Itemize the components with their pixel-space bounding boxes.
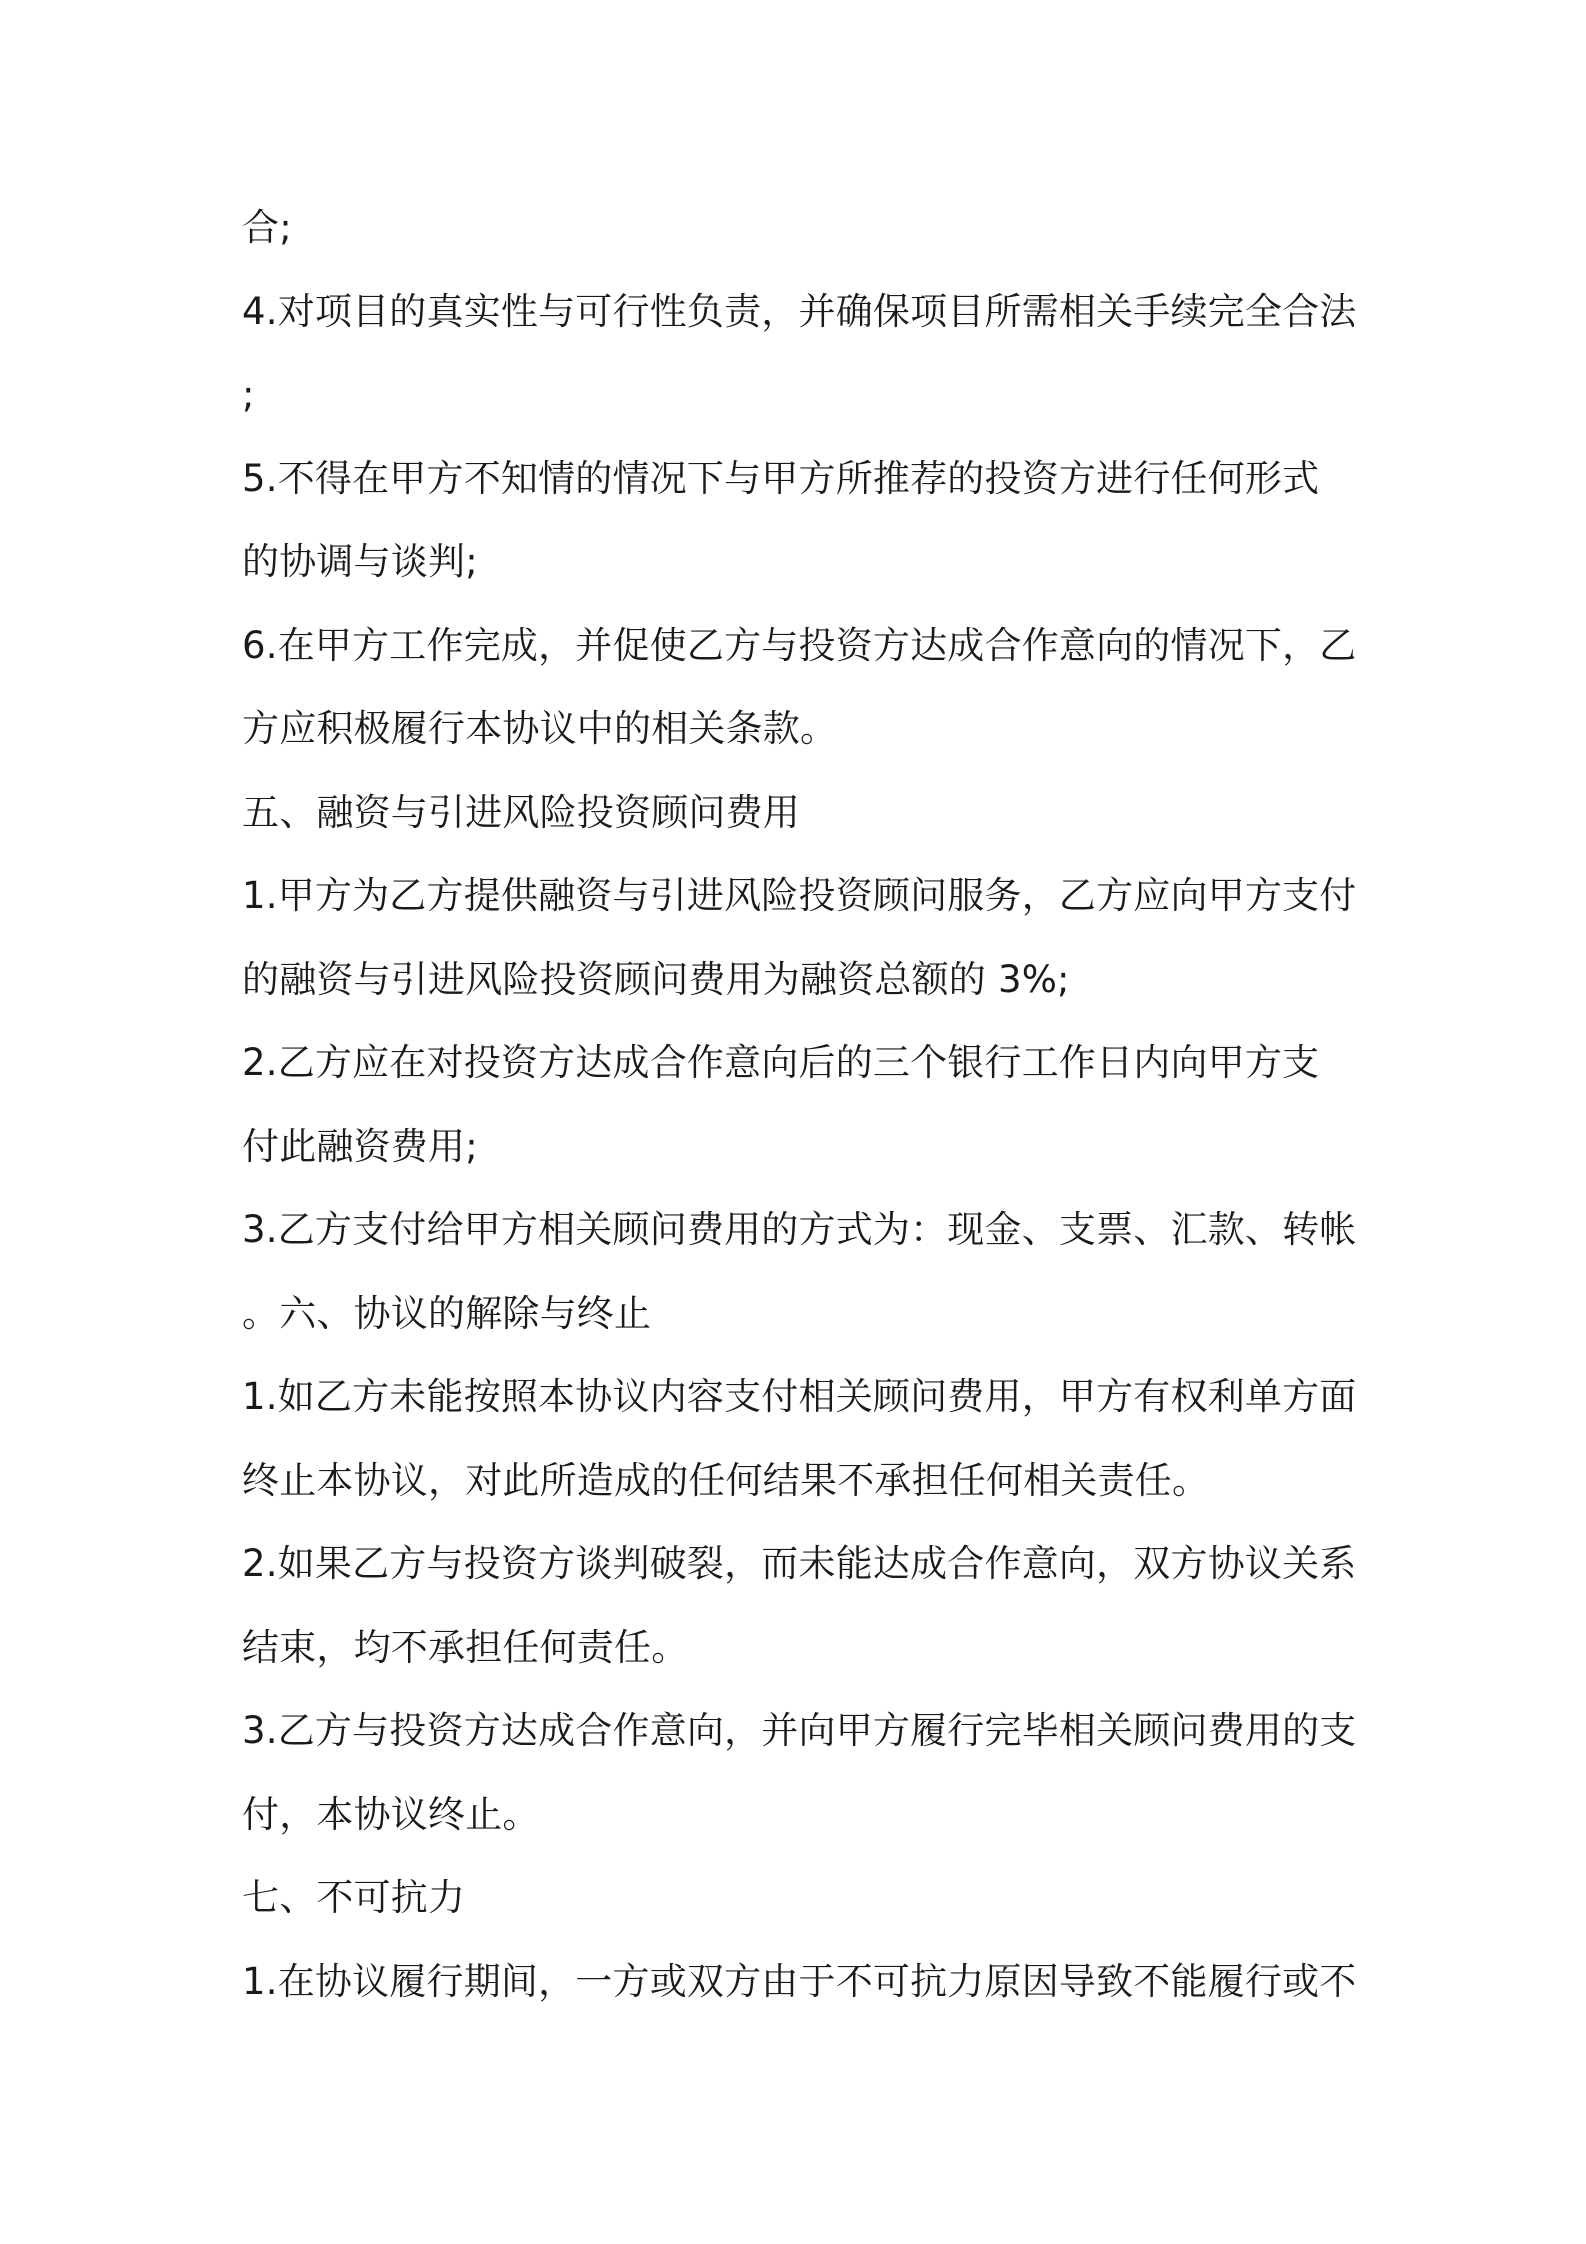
text-line: ; bbox=[242, 373, 255, 416]
text-line: 4.对项目的真实性与可行性负责，并确保项目所需相关手续完全合法 bbox=[242, 289, 1357, 333]
text-line: 付，本协议终止。 bbox=[242, 1792, 540, 1836]
text-line: 1.如乙方未能按照本协议内容支付相关顾问费用，甲方有权利单方面 bbox=[242, 1375, 1357, 1418]
section-heading: 七、不可抗力 bbox=[242, 1876, 466, 1919]
text-line: 的协调与谈判; bbox=[242, 540, 478, 583]
text-line: 3.乙方支付给甲方相关顾问费用的方式为：现金、支票、汇款、转帐 bbox=[242, 1208, 1357, 1251]
text-line: 3.乙方与投资方达成合作意向，并向甲方履行完毕相关顾问费用的支 bbox=[242, 1709, 1357, 1752]
text-line: 1.在协议履行期间，一方或双方由于不可抗力原因导致不能履行或不 bbox=[242, 1959, 1357, 2003]
text-line: 付此融资费用; bbox=[242, 1124, 478, 1168]
text-line: 2.如果乙方与投资方谈判破裂，而未能达成合作意向，双方协议关系 bbox=[242, 1542, 1357, 1585]
section-heading: 五、融资与引进风险投资顾问费用 bbox=[242, 790, 800, 834]
text-line: 方应积极履行本协议中的相关条款。 bbox=[242, 707, 838, 750]
text-line: 2.乙方应在对投资方达成合作意向后的三个银行工作日内向甲方支 bbox=[242, 1041, 1320, 1084]
text-line: 6.在甲方工作完成，并促使乙方与投资方达成合作意向的情况下，乙 bbox=[242, 623, 1357, 667]
document-body bbox=[242, 200, 1362, 2037]
text-line: 结束，均不承担任何责任。 bbox=[242, 1625, 689, 1669]
text-line: 的融资与引进风险投资顾问费用为融资总额的 3%; bbox=[242, 957, 1070, 1001]
text-line: 5.不得在甲方不知情的情况下与甲方所推荐的投资方进行任何形式 bbox=[242, 456, 1320, 500]
text-line: 1.甲方为乙方提供融资与引进风险投资顾问服务，乙方应向甲方支付 bbox=[242, 874, 1357, 917]
text-line: 合; bbox=[242, 206, 292, 249]
section-heading: 。六、协议的解除与终止 bbox=[242, 1291, 652, 1335]
text-line: 终止本协议，对此所造成的任何结果不承担任何相关责任。 bbox=[242, 1458, 1210, 1502]
